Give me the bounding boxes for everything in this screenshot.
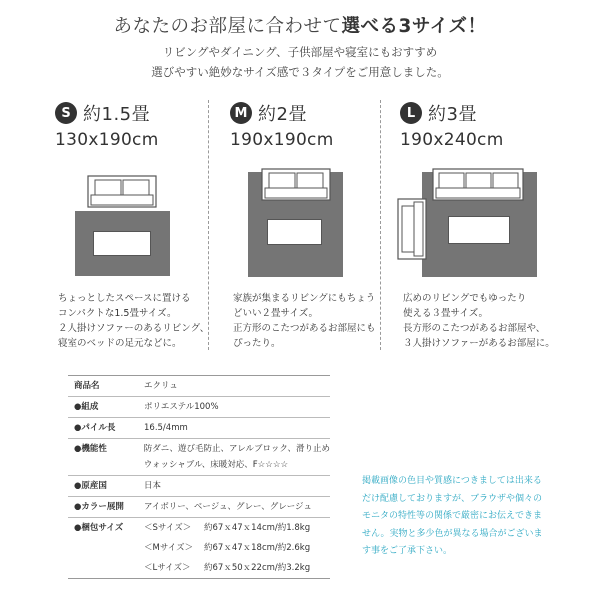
headline-plain: あなたのお部屋に合わせて [113,16,342,37]
spec-label: ●カラー展開 [74,502,124,512]
size-title [230,100,400,126]
note-line: だけ配慮しておりますが、ブラウザや個々の [362,493,543,504]
size-badge: S [55,102,77,124]
package-size: ＜Lサイズ＞ [144,563,191,573]
spec-label: ●梱包サイズ [74,523,124,533]
package-line [144,558,330,578]
table-m [267,219,322,245]
size-badge: M [230,102,252,124]
size-badge: L [400,102,422,124]
package-detail: 約67ｘ50ｘ22cm/約3.2kg [204,563,311,573]
note-line: 掲載画像の色目や質感につきましては出来る [362,476,542,486]
desc-line: 広めのリビングでもゆったり [403,293,527,304]
desc-line: 寝室のベッドの足元などに。 [58,338,182,349]
package-detail: 約67ｘ47ｘ14cm/約1.8kg [204,523,311,533]
desc-line: ちょっとしたスペースに置ける [58,293,191,304]
spec-row-product [68,376,330,397]
two-seat-sofa-icon [87,173,157,209]
size-column-s [55,100,225,350]
spec-value: 防ダニ、遊び毛防止、アレルブロック、滑り止め [143,444,330,454]
size-column-m [230,100,400,350]
desc-line: ２人掛けソファーのあるリビング、 [58,323,210,334]
desc-line: 長方形のこたつがあるお部屋や、 [403,323,546,334]
desc-line: ３人掛けソファーがあるお部屋に。 [403,338,555,349]
page-headline [0,12,600,38]
package-detail: 約67ｘ47ｘ18cm/約2.6kg [204,543,311,553]
tatami-size: 約2畳 [258,104,307,125]
package-size: ＜Sサイズ＞ [144,523,192,533]
spec-row-origin [68,476,330,497]
note-line: せん。実物と多少色が異なる場合がございま [362,528,543,539]
size-title [400,100,570,126]
package-line [144,538,330,558]
desc-line: コンパクトな1.5畳サイズ。 [58,308,177,319]
spec-label: 商品名 [74,381,100,391]
desc-line: 家族が集まるリビングにもちょう [233,293,376,304]
size-column-l [400,100,570,350]
spec-value: アイボリー、ベージュ、グレー、グレージュ [144,502,312,512]
spec-label: ●パイル長 [74,423,116,433]
dimensions: 130x190cm [55,130,159,150]
desc-line: ぴったり。 [233,338,281,349]
size-description [233,291,376,351]
spec-row-pile [68,418,330,439]
spec-row-color [68,497,330,518]
dimensions: 190x190cm [230,130,334,150]
spec-label: ●機能性 [74,444,107,454]
desc-line: 使える３畳サイズ。 [403,308,489,319]
desc-line: 正方形のこたつがあるお部屋にも [233,323,376,334]
package-line [144,518,330,538]
package-size: ＜Mサイズ＞ [144,543,194,553]
note-line: モニタの特性等の関係で厳密にお伝えできま [362,511,543,521]
headline-bold: 選べる3サイズ！ [341,16,487,37]
desc-line: どいい２畳サイズ。 [233,308,319,319]
note-line: す事をご了承下さい。 [362,546,453,556]
lead-line-2: 選びやすい絶妙なサイズ感で３タイプをご用意しました。 [151,65,449,79]
lead-line-1: リビングやダイニング、子供部屋や寝室にもおすすめ [162,45,438,59]
three-seat-sofa-icon [432,166,524,202]
tatami-size: 約1.5畳 [83,104,151,125]
side-sofa-icon [396,198,428,260]
spec-row-function [68,439,330,476]
spec-value: エクリュ [144,381,178,391]
color-disclaimer-note [362,473,543,561]
tatami-size: 約3畳 [428,104,477,125]
spec-value: 日本 [144,481,162,491]
table-s [93,231,151,256]
size-description [58,291,209,351]
table-l [448,216,510,244]
size-description [403,291,555,351]
spec-value: ポリエステル100% [144,402,219,412]
spec-row-material [68,397,330,418]
spec-value: ウォッシャブル、床暖対応、F☆☆☆☆ [143,460,289,470]
spec-label: ●組成 [74,402,99,412]
spec-table [68,375,330,579]
spec-label: ●原産国 [74,481,107,491]
size-title [55,100,225,126]
spec-value: 16.5/4mm [144,423,188,433]
dimensions: 190x240cm [400,130,504,150]
two-seat-sofa-icon [261,166,331,202]
spec-row-package [68,518,330,579]
